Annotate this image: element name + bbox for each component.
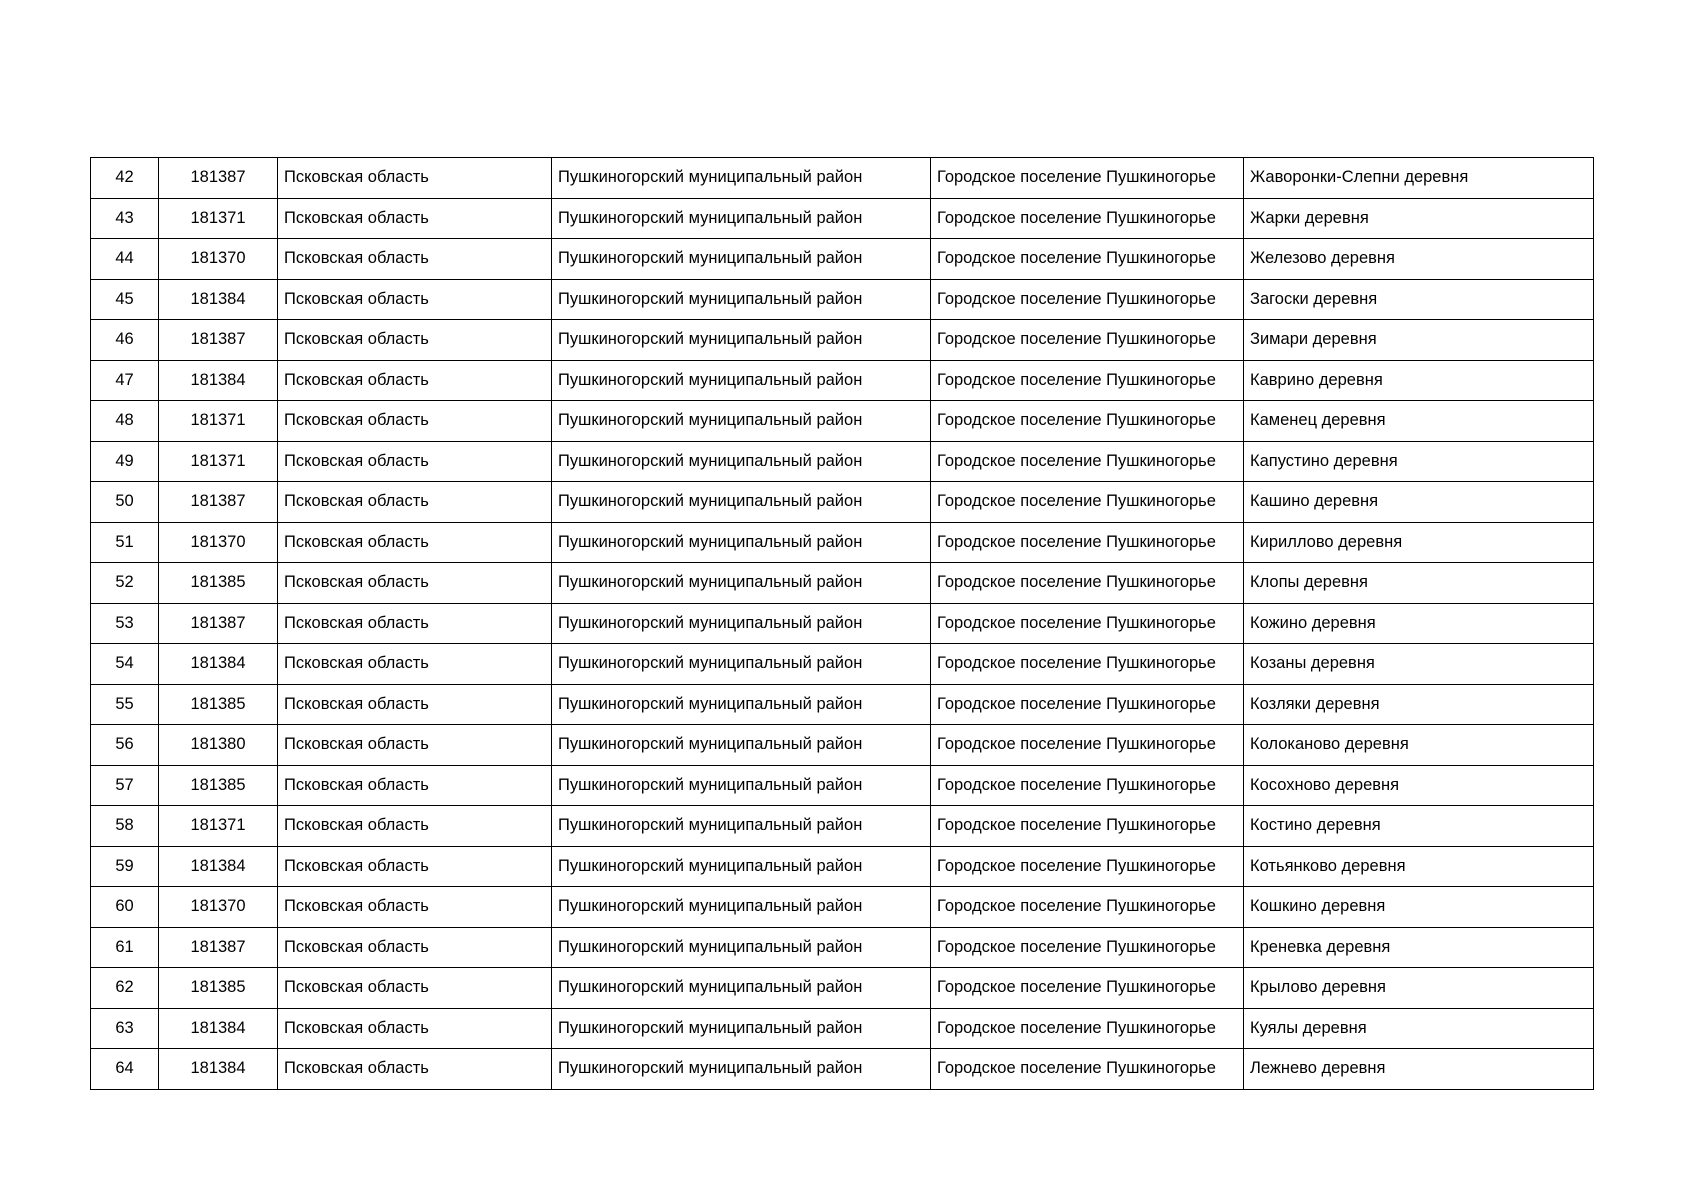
settlement-cell: Городское поселение Пушкиногорье [931, 441, 1244, 482]
table-row [91, 239, 1594, 280]
region-cell: Псковская область [278, 239, 552, 280]
district-cell: Пушкиногорский муниципальный район [552, 239, 931, 280]
postal-index-cell: 181371 [159, 198, 278, 239]
postal-index-cell: 181387 [159, 482, 278, 523]
district-cell: Пушкиногорский муниципальный район [552, 1008, 931, 1049]
district-cell: Пушкиногорский муниципальный район [552, 927, 931, 968]
settlement-cell: Городское поселение Пушкиногорье [931, 927, 1244, 968]
row-number-cell: 45 [91, 279, 159, 320]
locality-cell: Крылово деревня [1244, 968, 1594, 1009]
table-row [91, 198, 1594, 239]
postal-index-cell: 181371 [159, 401, 278, 442]
table-row [91, 806, 1594, 847]
postal-index-cell: 181385 [159, 765, 278, 806]
settlement-cell: Городское поселение Пушкиногорье [931, 968, 1244, 1009]
region-cell: Псковская область [278, 684, 552, 725]
postal-index-cell: 181370 [159, 239, 278, 280]
postal-index-cell: 181385 [159, 563, 278, 604]
district-cell: Пушкиногорский муниципальный район [552, 401, 931, 442]
locality-cell: Котьянково деревня [1244, 846, 1594, 887]
row-number-cell: 49 [91, 441, 159, 482]
locality-cell: Куялы деревня [1244, 1008, 1594, 1049]
postal-index-cell: 181370 [159, 522, 278, 563]
postal-index-cell: 181384 [159, 846, 278, 887]
district-cell: Пушкиногорский муниципальный район [552, 320, 931, 361]
table-body [91, 158, 1594, 1090]
region-cell: Псковская область [278, 320, 552, 361]
row-number-cell: 62 [91, 968, 159, 1009]
row-number-cell: 54 [91, 644, 159, 685]
settlement-cell: Городское поселение Пушкиногорье [931, 360, 1244, 401]
region-cell: Псковская область [278, 765, 552, 806]
region-cell: Псковская область [278, 603, 552, 644]
region-cell: Псковская область [278, 1049, 552, 1090]
district-cell: Пушкиногорский муниципальный район [552, 968, 931, 1009]
region-cell: Псковская область [278, 1008, 552, 1049]
row-number-cell: 57 [91, 765, 159, 806]
district-cell: Пушкиногорский муниципальный район [552, 846, 931, 887]
region-cell: Псковская область [278, 279, 552, 320]
settlements-table [90, 157, 1594, 1090]
row-number-cell: 50 [91, 482, 159, 523]
postal-index-cell: 181387 [159, 158, 278, 199]
district-cell: Пушкиногорский муниципальный район [552, 644, 931, 685]
locality-cell: Кошкино деревня [1244, 887, 1594, 928]
locality-cell: Кириллово деревня [1244, 522, 1594, 563]
postal-index-cell: 181384 [159, 1049, 278, 1090]
district-cell: Пушкиногорский муниципальный район [552, 441, 931, 482]
district-cell: Пушкиногорский муниципальный район [552, 158, 931, 199]
settlement-cell: Городское поселение Пушкиногорье [931, 522, 1244, 563]
locality-cell: Лежнево деревня [1244, 1049, 1594, 1090]
region-cell: Псковская область [278, 198, 552, 239]
district-cell: Пушкиногорский муниципальный район [552, 765, 931, 806]
locality-cell: Каменец деревня [1244, 401, 1594, 442]
row-number-cell: 46 [91, 320, 159, 361]
table-row [91, 684, 1594, 725]
settlement-cell: Городское поселение Пушкиногорье [931, 401, 1244, 442]
locality-cell: Загоски деревня [1244, 279, 1594, 320]
table-row [91, 968, 1594, 1009]
settlement-cell: Городское поселение Пушкиногорье [931, 198, 1244, 239]
settlement-cell: Городское поселение Пушкиногорье [931, 563, 1244, 604]
row-number-cell: 64 [91, 1049, 159, 1090]
table-row [91, 603, 1594, 644]
row-number-cell: 61 [91, 927, 159, 968]
locality-cell: Костино деревня [1244, 806, 1594, 847]
settlement-cell: Городское поселение Пушкиногорье [931, 239, 1244, 280]
table-row [91, 887, 1594, 928]
table-row [91, 846, 1594, 887]
district-cell: Пушкиногорский муниципальный район [552, 563, 931, 604]
district-cell: Пушкиногорский муниципальный район [552, 684, 931, 725]
row-number-cell: 58 [91, 806, 159, 847]
locality-cell: Козаны деревня [1244, 644, 1594, 685]
region-cell: Псковская область [278, 441, 552, 482]
row-number-cell: 63 [91, 1008, 159, 1049]
row-number-cell: 55 [91, 684, 159, 725]
table-row [91, 320, 1594, 361]
region-cell: Псковская область [278, 846, 552, 887]
row-number-cell: 43 [91, 198, 159, 239]
table-row [91, 401, 1594, 442]
table-row [91, 644, 1594, 685]
region-cell: Псковская область [278, 522, 552, 563]
locality-cell: Жарки деревня [1244, 198, 1594, 239]
district-cell: Пушкиногорский муниципальный район [552, 887, 931, 928]
row-number-cell: 44 [91, 239, 159, 280]
table-row [91, 563, 1594, 604]
region-cell: Псковская область [278, 887, 552, 928]
locality-cell: Зимари деревня [1244, 320, 1594, 361]
locality-cell: Кашино деревня [1244, 482, 1594, 523]
locality-cell: Кожино деревня [1244, 603, 1594, 644]
postal-index-cell: 181384 [159, 1008, 278, 1049]
region-cell: Псковская область [278, 401, 552, 442]
district-cell: Пушкиногорский муниципальный район [552, 1049, 931, 1090]
postal-index-cell: 181384 [159, 279, 278, 320]
settlement-cell: Городское поселение Пушкиногорье [931, 482, 1244, 523]
row-number-cell: 51 [91, 522, 159, 563]
table-row [91, 1049, 1594, 1090]
table-row [91, 1008, 1594, 1049]
region-cell: Псковская область [278, 725, 552, 766]
region-cell: Псковская область [278, 158, 552, 199]
district-cell: Пушкиногорский муниципальный район [552, 603, 931, 644]
postal-index-cell: 181384 [159, 360, 278, 401]
region-cell: Псковская область [278, 644, 552, 685]
postal-index-cell: 181385 [159, 968, 278, 1009]
locality-cell: Клопы деревня [1244, 563, 1594, 604]
table-row [91, 927, 1594, 968]
region-cell: Псковская область [278, 482, 552, 523]
settlement-cell: Городское поселение Пушкиногорье [931, 279, 1244, 320]
region-cell: Псковская область [278, 563, 552, 604]
row-number-cell: 59 [91, 846, 159, 887]
postal-index-cell: 181387 [159, 927, 278, 968]
region-cell: Псковская область [278, 968, 552, 1009]
postal-index-cell: 181387 [159, 603, 278, 644]
settlement-cell: Городское поселение Пушкиногорье [931, 684, 1244, 725]
locality-cell: Железово деревня [1244, 239, 1594, 280]
row-number-cell: 56 [91, 725, 159, 766]
settlement-cell: Городское поселение Пушкиногорье [931, 1008, 1244, 1049]
district-cell: Пушкиногорский муниципальный район [552, 482, 931, 523]
settlement-cell: Городское поселение Пушкиногорье [931, 320, 1244, 361]
locality-cell: Каврино деревня [1244, 360, 1594, 401]
region-cell: Псковская область [278, 927, 552, 968]
row-number-cell: 52 [91, 563, 159, 604]
table-row [91, 765, 1594, 806]
settlement-cell: Городское поселение Пушкиногорье [931, 846, 1244, 887]
district-cell: Пушкиногорский муниципальный район [552, 522, 931, 563]
locality-cell: Колоканово деревня [1244, 725, 1594, 766]
settlement-cell: Городское поселение Пушкиногорье [931, 158, 1244, 199]
region-cell: Псковская область [278, 806, 552, 847]
district-cell: Пушкиногорский муниципальный район [552, 198, 931, 239]
table-row [91, 441, 1594, 482]
region-cell: Псковская область [278, 360, 552, 401]
settlement-cell: Городское поселение Пушкиногорье [931, 603, 1244, 644]
table-row [91, 482, 1594, 523]
postal-index-cell: 181387 [159, 320, 278, 361]
postal-index-cell: 181370 [159, 887, 278, 928]
settlement-cell: Городское поселение Пушкиногорье [931, 765, 1244, 806]
row-number-cell: 53 [91, 603, 159, 644]
table-row [91, 725, 1594, 766]
locality-cell: Косохново деревня [1244, 765, 1594, 806]
settlement-cell: Городское поселение Пушкиногорье [931, 887, 1244, 928]
postal-index-cell: 181371 [159, 441, 278, 482]
table-row [91, 522, 1594, 563]
postal-index-cell: 181385 [159, 684, 278, 725]
district-cell: Пушкиногорский муниципальный район [552, 279, 931, 320]
row-number-cell: 48 [91, 401, 159, 442]
table-row [91, 360, 1594, 401]
table-row [91, 279, 1594, 320]
settlement-cell: Городское поселение Пушкиногорье [931, 644, 1244, 685]
row-number-cell: 47 [91, 360, 159, 401]
postal-index-cell: 181371 [159, 806, 278, 847]
postal-index-cell: 181380 [159, 725, 278, 766]
settlement-cell: Городское поселение Пушкиногорье [931, 806, 1244, 847]
table-row [91, 158, 1594, 199]
locality-cell: Капустино деревня [1244, 441, 1594, 482]
row-number-cell: 60 [91, 887, 159, 928]
settlement-cell: Городское поселение Пушкиногорье [931, 725, 1244, 766]
settlement-cell: Городское поселение Пушкиногорье [931, 1049, 1244, 1090]
locality-cell: Креневка деревня [1244, 927, 1594, 968]
district-cell: Пушкиногорский муниципальный район [552, 725, 931, 766]
district-cell: Пушкиногорский муниципальный район [552, 806, 931, 847]
locality-cell: Жаворонки-Слепни деревня [1244, 158, 1594, 199]
district-cell: Пушкиногорский муниципальный район [552, 360, 931, 401]
locality-cell: Козляки деревня [1244, 684, 1594, 725]
postal-index-cell: 181384 [159, 644, 278, 685]
row-number-cell: 42 [91, 158, 159, 199]
